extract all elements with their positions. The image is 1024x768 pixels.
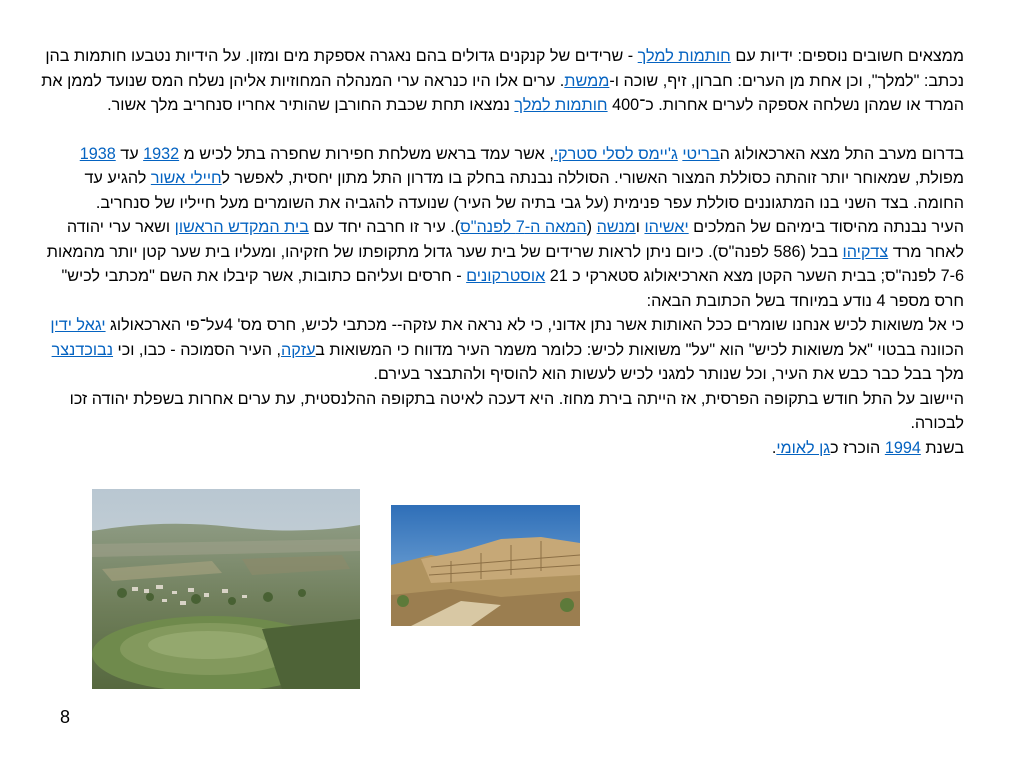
text-run: העיר נבנתה מהיסוד בימיהם של המלכים [688, 218, 964, 236]
text-run: בדרום מערב התל מצא הארכאולוג ה [719, 144, 964, 163]
wiki-link[interactable]: גן לאומי [776, 438, 831, 457]
text-run: ממצאים חשובים נוספים: ידיות עם [730, 47, 964, 65]
text-run: בבל (586 לפנה"ס). כיום ניתן לראות שרידים של בית שער גדול מתקופתו של חזקיהו, ומעליו בית שער קטן יותר מהמאות 7-6 לפנה"ס; בבית השער הקטן מצא הארכיאולוג סטארקי כ 21 [46, 242, 964, 285]
wiki-link[interactable]: חותמות למלך [514, 96, 608, 114]
wiki-link[interactable]: עזקה [281, 340, 316, 359]
text-run: ). עיר זו חרבה יחד עם [308, 218, 461, 236]
text-run: . ערים אלו היו כנראה ערי המנהלה המחוזיות אליהן נשלח המס שנועד לממן את המרד או שמהן נשלחה אספקה לערים אחרות. כ־400 [41, 71, 964, 114]
wiki-link[interactable]: יאשיהו [644, 218, 689, 236]
wiki-link[interactable]: אוסטרקונים [466, 267, 546, 285]
city-wall-ruins-photo [391, 505, 580, 626]
text-run: מפולת, שמאוחר יותר זוהתה כסוללת המצור האשורי. הסוללה נבנתה בחלק בו מדרון התל מתון יחסית, לאפשר ל [221, 169, 964, 187]
text-run: הוכרז כ [830, 438, 885, 457]
wiki-link[interactable]: יגאל ידין [50, 316, 106, 334]
wiki-link[interactable]: חיילי אשור [150, 169, 222, 187]
text-run: עד [115, 144, 144, 163]
wiki-link[interactable]: צדקיהו [842, 242, 889, 261]
paragraph [40, 436, 964, 461]
aerial-tel-lachish-photo [92, 489, 360, 689]
wiki-link[interactable]: המאה ה-7 לפנה"ס [460, 218, 587, 236]
text-run: כי אל משואות לכיש אנחנו שומרים ככל האותות אשר נתן אדוני, כי לא נראה את עזקה-- מכתבי לכיש, חרס מס' 4על־פי הארכאולוג [105, 316, 964, 334]
text-run: ושאר ערי יהודה לאחר מרד [66, 218, 964, 261]
wiki-link[interactable]: 1932 [143, 144, 180, 163]
wiki-link[interactable]: ממשת [564, 71, 610, 90]
text-run: - חרסים ועליהם כתובות, אשר קיבלו את השם "מכתבי לכיש" חרס מספר 4 נודע במיוחד בשל הכתובת הבאה: [61, 267, 964, 310]
wiki-link[interactable]: מנשה [596, 218, 636, 236]
paragraph [40, 44, 964, 118]
text-run: בשנת [920, 438, 964, 457]
text-run: . [771, 438, 777, 457]
text-run: ו [635, 218, 645, 236]
text-run: ( [586, 218, 597, 236]
wiki-link[interactable]: חותמות למלך [637, 47, 731, 65]
text-run: מלך בבל כבר כבש את העיר, וכל שנותר למגני לכיש לעשות הוא להוסיף ולהתבצר בעירם. [373, 365, 964, 383]
wiki-link[interactable]: נבוכדנצר [51, 340, 114, 359]
wiki-link[interactable]: ג'יימס לסלי סטרקי [553, 144, 678, 163]
wiki-link[interactable]: 1938 [79, 144, 116, 163]
paragraph [40, 313, 964, 387]
text-run: , אשר עמד בראש משלחת חפירות שחפרה בתל לכיש מ [179, 144, 554, 163]
text-run: הכוונה בבטוי "אל משואות לכיש" הוא "על" משואות לכיש: כלומר משמר העיר מדווח כי המשואות ב [315, 340, 964, 359]
text-run: - שרידים של קנקנים גדולים בהם נאגרה אספקת מים ומזון. על הידיות נטבעו חותמות בהן נכתב: "למלך", וכן אחת מן הערים: חברון, זיף, שוכה ו- [45, 47, 964, 90]
article-text [40, 44, 964, 460]
paragraph-gap [40, 118, 964, 142]
wiki-link[interactable]: 1994 [884, 438, 921, 457]
text-run: להגיע עד החומה. בצד השני בנו המתגוננים סוללת עפר פנימית (על גבי בתיה של העיר) שנועדה להגביה את השומרים מעל חייליו של סנחריב. [84, 169, 964, 212]
text-run: , העיר הסמוכה - כבו, וכי [113, 340, 282, 359]
text-run: היישוב על התל חודש בתקופה הפרסית, אז הייתה בירת מחוז. היא דעכה לאיטה בתקופה ההלנסטית, עת ערים אחרות בשפלת יהודה זכו לבכורה. [69, 389, 964, 432]
paragraph [40, 142, 964, 216]
wiki-link[interactable]: בית המקדש הראשון [174, 218, 309, 236]
page-number: 8 [60, 707, 71, 727]
wiki-link[interactable]: בריטי [682, 144, 720, 163]
text-run: נמצאו תחת שכבת החורבן שהותיר אחריו סנחריב מלך אשור. [107, 96, 515, 114]
paragraph [40, 387, 964, 436]
paragraph [40, 215, 964, 313]
